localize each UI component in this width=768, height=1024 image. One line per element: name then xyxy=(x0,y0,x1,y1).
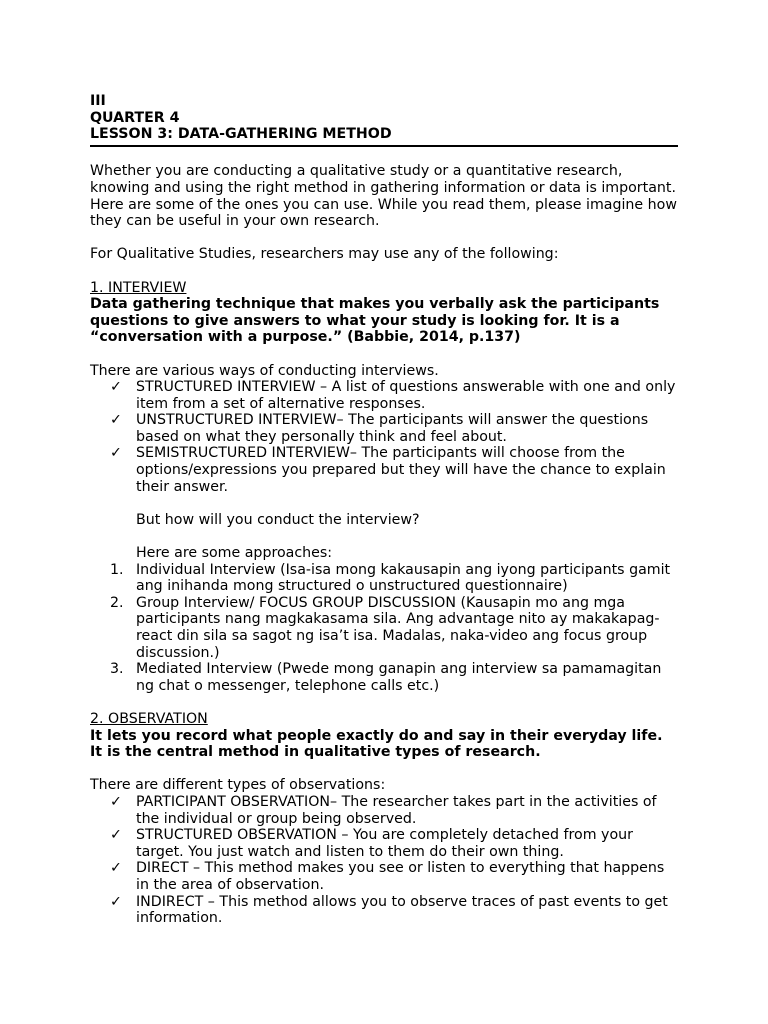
list-item: ✓ PARTICIPANT OBSERVATION– The researcher takes part in the activities of the individual or group being observed. xyxy=(110,793,657,827)
checkmark-icon: ✓ xyxy=(110,412,122,429)
checkmark-icon: ✓ xyxy=(110,827,122,844)
approaches-lead: Here are some approaches: xyxy=(136,545,333,562)
list-item: ✓ STRUCTURED INTERVIEW – A list of questions answerable with one and only item from a set of alternative responses. xyxy=(110,379,676,412)
list-item: ✓ UNSTRUCTURED INTERVIEW– The participants will answer the questions based on what they personally think and feel about. xyxy=(110,412,649,445)
checkmark-icon: ✓ xyxy=(110,445,122,462)
observation-types-list xyxy=(90,794,678,927)
lesson-title: LESSON 3: DATA-GATHERING METHOD xyxy=(90,126,392,143)
interview-definition: Data gathering technique that makes you verbally ask the participants questions to give answers to what your study is looking for. It is a “conversation with a purpose.” (Babbie, 2014, p.137) xyxy=(90,296,660,346)
document-body xyxy=(90,93,678,927)
checkmark-icon: ✓ xyxy=(110,793,122,810)
checkmark-icon: ✓ xyxy=(110,379,122,396)
list-item: 1. Individual Interview (Isa-isa mong kakausapin ang iyong participants gamit ang inihanda mong structured o unstructured questionnaire) xyxy=(110,561,671,595)
list-item: ✓ DIRECT – This method makes you see or listen to everything that happens in the area of observation. xyxy=(110,860,665,893)
observation-types-lead: There are different types of observations: xyxy=(90,777,386,794)
list-item: ✓ SEMISTRUCTURED INTERVIEW– The participants will choose from the options/expressions you prepared but they will have the chance to explain their answer. xyxy=(110,445,666,495)
interview-ways-lead: There are various ways of conducting interviews. xyxy=(90,362,439,379)
interview-heading: 1. INTERVIEW xyxy=(90,279,187,296)
checkmark-icon: ✓ xyxy=(110,893,122,910)
list-item: ✓ STRUCTURED OBSERVATION – You are completely detached from your target. You just watch and listen to them do their own thing. xyxy=(110,827,633,860)
list-item: 3. Mediated Interview (Pwede mong ganapin ang interview sa pamamagitan ng chat o messenger, telephone calls etc.) xyxy=(110,661,662,694)
intro-lead: For Qualitative Studies, researchers may use any of the following: xyxy=(90,246,559,263)
interview-question: But how will you conduct the interview? xyxy=(136,511,420,528)
approaches-list xyxy=(90,562,678,695)
list-item: ✓ INDIRECT – This method allows you to observe traces of past events to get information. xyxy=(110,893,668,927)
list-item: 2. Group Interview/ FOCUS GROUP DISCUSSION (Kausapin mo ang mga participants nang magkakasama sila. Ang advantage nito ay makakapag-react din sila sa sagot ng isa’t isa. Madalas, naka-video ang focus group discussion.) xyxy=(110,594,660,661)
interview-types-list xyxy=(90,379,678,495)
checkmark-icon: ✓ xyxy=(110,860,122,877)
quarter-label: QUARTER 4 xyxy=(90,109,180,126)
observation-definition: It lets you record what people exactly do and say in their everyday life. It is the central method in qualitative types of research. xyxy=(90,727,663,761)
grade-label: III xyxy=(90,93,106,109)
intro-paragraph: Whether you are conducting a qualitative study or a quantitative research, knowing and using the right method in gathering information or data is important. Here are some of the ones you can use. While you read them, please imagine how they can be useful in your own research. xyxy=(90,163,677,230)
observation-heading: 2. OBSERVATION xyxy=(90,710,208,727)
